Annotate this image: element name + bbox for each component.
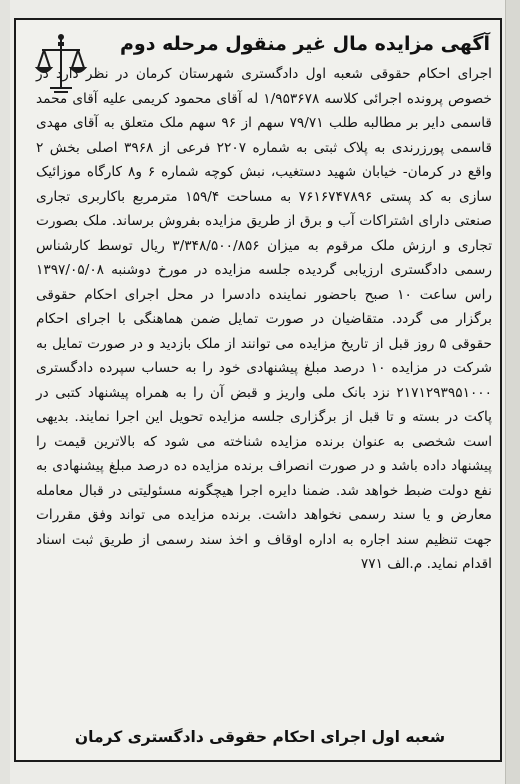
adjacent-column-strip-right xyxy=(505,0,520,784)
notice-body: اجرای احکام حقوقی شعبه اول دادگستری شهرستان کرمان در نظر دارد در خصوص پرونده اجرائی کلاسه ۱/۹۵۳۶۷۸ له آقای محمود کریمی علیه آقای محمد قاسمی دایر بر مطالبه طلب ۷۹/۷۱ سهم از ۹۶ سهم ملک متعلق به آقای مهدی قاسمی پورزرندی به پلاک ثبتی به شماره ۲۲۰۷ فرعی از ۳۹۶۸ اصلی بخش ۲ واقع در کرمان- خیابان شهید دستغیب، نبش کوچه شماره ۶ و۸ کارگاه موزائیک سازی به کد پستی ۷۶۱۶۷۴۷۸۹۶ به مساحت ۱۵۹/۴ مترمربع باکاربری تجاری صنعتی دارای اشتراکات آب و برق از طریق مزایده بفروش برساند. ملک بصورت تجاری و ارزش ملک مرقوم به میزان ۳/۳۴۸/۵۰۰/۸۵۶ ریال توسط کارشناس رسمی دادگستری ارزیابی گردیده جلسه مزایده در مورخ دوشنبه ۱۳۹۷/۰۵/۰۸ راس ساعت ۱۰ صبح باحضور نماینده دادسرا در محل اجرای احکام حقوقی برگزار می گردد. متقاضیان در صورت تمایل ضمن هماهنگی با اجرای احکام حقوقی ۵ روز قبل از تاریخ مزایده می توانند از ملک بازدید و در صورت تمایل به شرکت در مزایده ۱۰ درصد مبلغ پیشنهادی خود را به حساب سپرده دادگستری ۲۱۷۱۲۹۳۹۵۱۰۰۰ نزد بانک ملی واریز و قبض آن را به همراه پیشنهاد کتبی در پاکت در بسته و تا قبل از برگزاری جلسه مزایده تحویل این اجرا نمایند. بدیهی است شخصی به عنوان برنده مزایده شناخته می شود که بالاترین قیمت را پیشنهاد داده باشد و در صورت انصراف برنده مزایده ده درصد مبلغ پیشنهادی به نفع دولت ضبط خواهد شد. ضمنا دایره اجرا هیچگونه مسئولیتی در قبال معامله معارض و یا سند رسمی نخواهد داشت. برنده مزایده می تواند وفق مقررات جهت تنظیم سند اجاره به اداره اوقاف و اخذ سند رسمی از طریق ثبت اسناد اقدام نماید. م.الف ۷۷۱ xyxy=(36,66,493,572)
issuer-signature: شعبه اول اجرای احکام حقوقی دادگستری کرمان xyxy=(74,728,446,746)
adjacent-column-strip xyxy=(0,0,10,784)
notice-title: آگهی مزایده مال غیر منقول مرحله دوم xyxy=(119,33,490,55)
